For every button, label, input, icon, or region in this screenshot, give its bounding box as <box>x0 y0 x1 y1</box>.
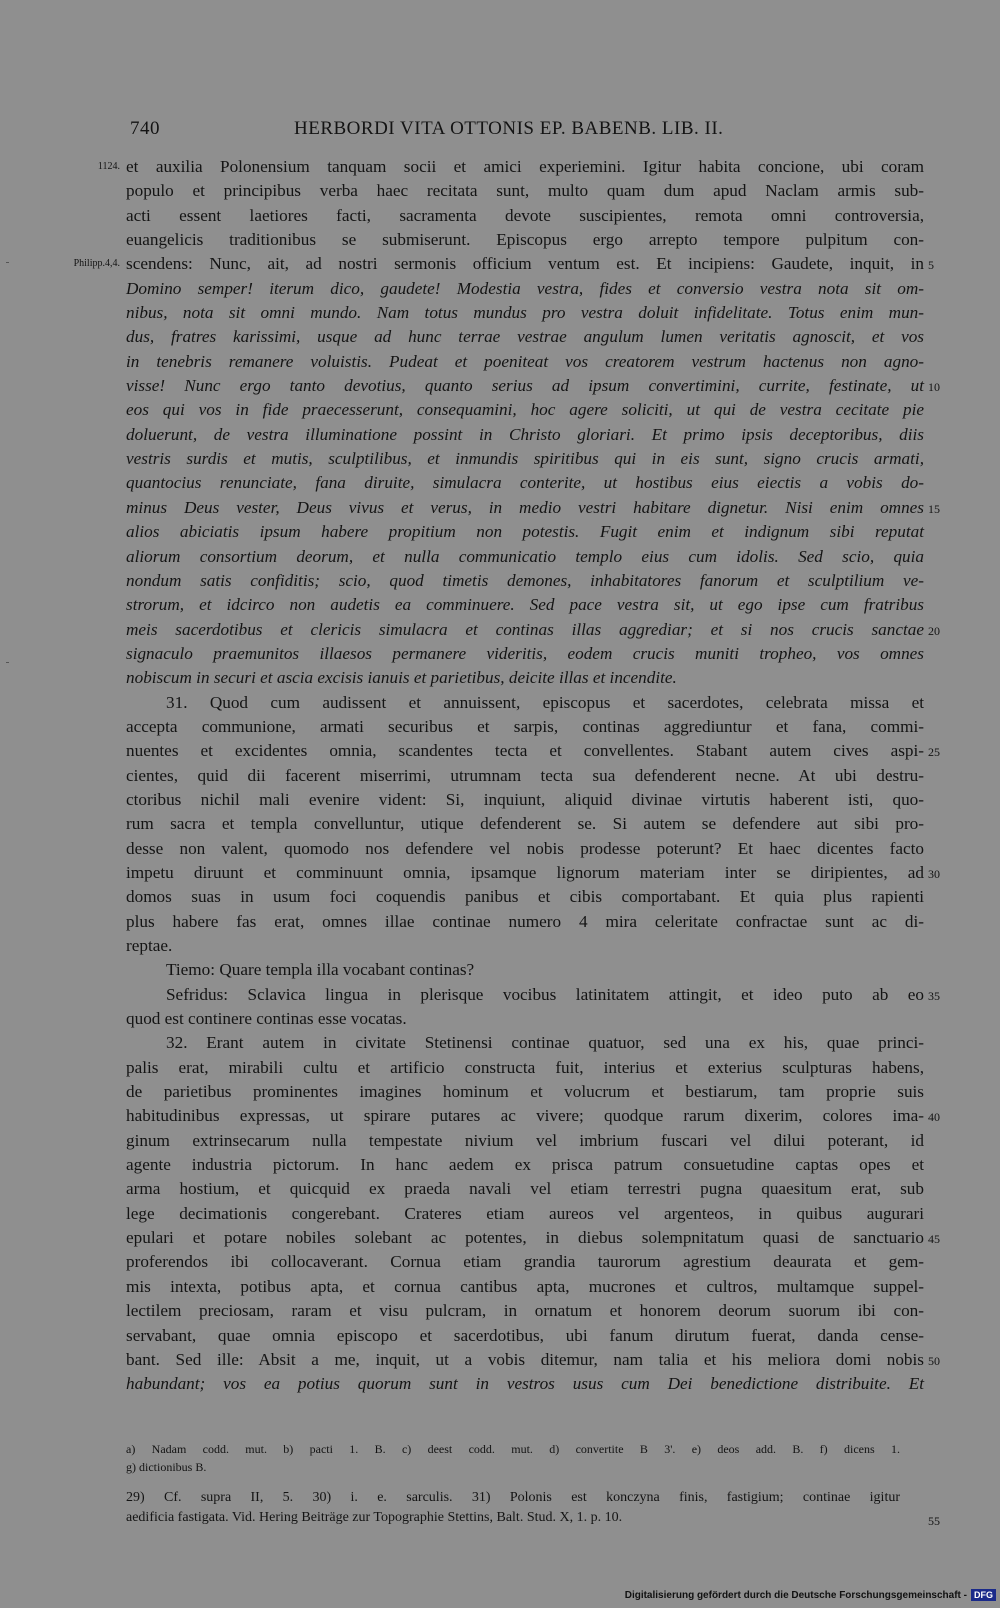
line-number: 50 <box>928 1353 940 1368</box>
text-line: ginum extrinsecarum nulla tempestate nivium vel imbrium fuscari vel dilui poterant, id <box>126 1130 924 1150</box>
text-line: nibus, nota sit omni mundo. Nam totus mundus pro vestra doluit infidelitate. Totus enim mun- <box>126 303 924 323</box>
line-number: 30 <box>928 866 940 881</box>
text-line: visse! Nunc ergo tanto devotius, quanto serius ad ipsum convertimini, currite, festinate, ut 10 <box>126 374 926 398</box>
text-line: arma hostium, et quicquid ex praeda navali vel etiam terrestri pugna quaesitum erat, sub <box>126 1179 924 1199</box>
text-line: euangelicis traditionibus se submiserunt. Episcopus ergo arrepto tempore pulpitum con- <box>126 230 924 250</box>
text-line: nuentes et excidentes omnia, scandentes tecta et convellentes. Stabant autem cives aspi- 25 <box>126 739 926 763</box>
digitization-credit <box>625 1588 996 1602</box>
running-title: HERBORDI VITA OTTONIS EP. BABENB. LIB. II. <box>294 118 724 139</box>
line-number: 20 <box>928 623 940 638</box>
text-line: servabant, quae omnia episcopo et sacerdotibus, ubi fanum dirutum fuerat, danda cense- <box>126 1325 924 1345</box>
margin-scripture-ref: Philipp.4,4. <box>73 258 120 270</box>
variant-apparatus <box>126 1440 926 1476</box>
text-line: Philipp.4,4. scendens: Nunc, ait, ad nostri sermonis officium ventum est. Et incipiens: Gaudete, inquit, in 5 <box>126 252 926 276</box>
text-line: quod est continere continas esse vocatas. <box>126 1009 407 1029</box>
text-line: proferendos ibi collocaverant. Cornua etiam grandia taurorum agrestium deaurata et gem- <box>126 1252 924 1272</box>
text-line: strorum, et idcirco non audetis ea comminuere. Sed pace vestra sit, ut ego ipse cum fratribus <box>126 595 924 615</box>
text-line: dus, fratres karissimi, usque ad hunc terrae vestrae angulum lumen veritatis agnoscit, et vos <box>126 327 924 347</box>
main-text <box>73 155 940 1397</box>
variant-line: g) dictionibus B. <box>126 1460 207 1474</box>
variant-line: a) Nadam codd. mut. b) pacti 1. B. c) deest codd. mut. d) convertite B 3'. e) deos add. B. f) dicens 1. <box>126 1442 900 1456</box>
text-line: bant. Sed ille: Absit a me, inquit, ut a vobis ditemur, nam talia et his meliora domi nobis 50 <box>126 1348 926 1372</box>
text-line: minus Deus vester, Deus vivus et verus, in medio vestri habitare dignetur. Nisi enim omnes 15 <box>126 496 926 520</box>
text-line: domos suas in usum foci coquendis panibus et cibis comportabant. Et quia plus rapienti <box>126 887 924 907</box>
text-line: 32. Erant autem in civitate Stetinensi continae quatuor, sed una ex his, quae princi- <box>166 1033 924 1053</box>
line-number: 10 <box>928 380 940 395</box>
text-line: accepta communione, armati securibus et sarpis, continas aggrediuntur et fana, commi- <box>126 716 924 736</box>
text-line: habitudinibus expressas, ut spirare putares ac vivere; quodque rarum dixerim, colores ima- 40 <box>126 1104 926 1128</box>
text-line: Domino semper! iterum dico, gaudete! Modestia vestra, fides et conversio vestra nota sit om- <box>126 278 924 298</box>
margin-year: 1124. <box>97 161 120 172</box>
text-line: nobiscum in securi et ascia excisis ianuis et parietibus, deicite illas et incendite. <box>126 668 677 688</box>
page-header <box>128 118 768 144</box>
text-line: desse non valent, quomodo nos defendere vel nobis prodesse poterunt? Et haec dicentes facto <box>126 838 924 858</box>
line-number: 5 <box>928 258 934 273</box>
text-line: populo et principibus verba haec recitata sunt, multo quam dum apud Naclam armis sub- <box>126 181 924 201</box>
line-number: 55 <box>928 1514 940 1528</box>
credit-text: Digitalisierung gefördert durch die Deutsche Forschungsgemeinschaft - <box>624 1589 967 1601</box>
footnote-line: 29) Cf. supra II, 5. 30) i. e. sarculis. 31) Polonis est konczyna finis, fastigium; continae igitur <box>126 1490 900 1505</box>
text-line: signaculo praemunitos illaesos permanere videritis, eodem crucis muniti tropheo, vos omnes <box>126 643 924 663</box>
text-line: ctoribus nichil mali evenire vident: Si, inquiunt, aliquid divinae virtutis haberent isti, quo- <box>126 789 924 809</box>
footnotes <box>126 1488 940 1528</box>
text-line: mis intexta, potibus apta, et cornua cantibus apta, mucrones et cultros, multamque suppel- <box>126 1276 924 1296</box>
text-line: alios abiciatis ipsum habere propitium non potestis. Fugit enim et indignum sibi reputat <box>126 522 924 542</box>
text-line: nondum satis confiditis; scio, quod timetis demones, inhabitatores fanorum et sculptilium ve- <box>126 570 924 590</box>
text-line: Tiemo: Quare templa illa vocabant continas? <box>166 960 475 980</box>
dfg-logo: DFG <box>971 1589 996 1601</box>
text-line: agente industria pictorum. In hanc aedem ex prisca patrum consuetudine captas opes et <box>126 1155 924 1175</box>
line-number: 15 <box>928 501 940 516</box>
text-line: Sefridus: Sclavica lingua in plerisque vocibus latinitatem attingit, et ideo puto ab eo 35 <box>126 983 926 1007</box>
text-line: acti essent laetiores facti, sacramenta devote suscipientes, remota omni controversia, <box>126 205 924 225</box>
text-line: impetu diruunt et comminuunt omnia, ipsamque lignorum materiam inter se diripientes, ad 30 <box>126 861 926 885</box>
text-line: 31. Quod cum audissent et annuissent, episcopus et sacerdotes, celebrata missa et <box>166 692 924 712</box>
text-line: habundant; vos ea potius quorum sunt in vestros usus cum Dei benedictione distribuite. Et <box>126 1374 924 1394</box>
text-line: meis sacerdotibus et clericis simulacra et continas illas aggrediar; et si nos crucis sanctae 20 <box>126 618 926 642</box>
page-number: 740 <box>130 118 160 139</box>
text-line: cientes, quid dii facerent miserrimi, utrumnam tecta sua defenderent necne. At ubi destru- <box>126 765 924 785</box>
text-line: aliorum consortium deorum, et nulla communicatio templo eius cum idolis. Sed scio, quia <box>126 546 924 566</box>
line-number: 45 <box>928 1232 940 1247</box>
text-line: in tenebris remanere voluistis. Pudeat et poeniteat vos creatorem vestrum hactenus non agno- <box>126 351 924 371</box>
line-number: 25 <box>928 745 940 760</box>
text-line: palis erat, mirabili cultu et artificio constructa fuit, interius et exterius sculpturas habens, <box>126 1057 924 1077</box>
text-line: epulari et potare nobiles solebant ac potentes, in diebus solempnitatum quasi de sanctuario 45 <box>126 1226 926 1250</box>
text-line: lectilem preciosam, raram et visu pulcram, in ornatum et honorem deorum suorum ibi con- <box>126 1301 924 1321</box>
scan-speck <box>6 262 9 263</box>
text-line: quantocius renunciate, fana diruite, simulacra conterite, ut hostibus eius eiectis a vobis do- <box>126 473 924 493</box>
text-line: eos qui vos in fide praecesserunt, consequamini, hoc agere soliciti, ut qui de vestra cecitate pie <box>126 400 924 420</box>
line-number: 35 <box>928 988 940 1003</box>
text-line: vestris surdis et mutis, sculptilibus, et inmundis spiritibus qui in eis sunt, signo crucis armati, <box>126 449 924 469</box>
text-line: plus habere fas erat, omnes illae continae numero 4 mira celeritate confractae sunt ac di- <box>126 911 924 931</box>
text-line: de parietibus prominentes imagines hominum et volucrum et bestiarum, tam proprie suis <box>126 1082 924 1102</box>
text-line: lege decimationis congerebant. Crateres etiam aureos vel argenteos, in quibus augurari <box>126 1203 924 1223</box>
footnote-line: aedificia fastigata. Vid. Hering Beiträge zur Topographie Stettins, Balt. Stud. X, 1. p. 10. 55 <box>126 1508 926 1528</box>
scan-speck <box>6 662 9 663</box>
text-line: doluerunt, de vestra illuminatione possint in Christo gloriari. Et primo ipsis deceptoribus, diis <box>126 424 924 444</box>
text-line: rum sacra et templa convelluntur, utique defenderent se. Si autem se defendere aut sibi pro- <box>126 814 924 834</box>
line-number: 40 <box>928 1110 940 1125</box>
text-line: 1124. et auxilia Polonensium tanquam socii et amici experiemini. Igitur habita concione, ubi coram <box>126 155 926 179</box>
text-line: reptae. <box>126 936 173 955</box>
